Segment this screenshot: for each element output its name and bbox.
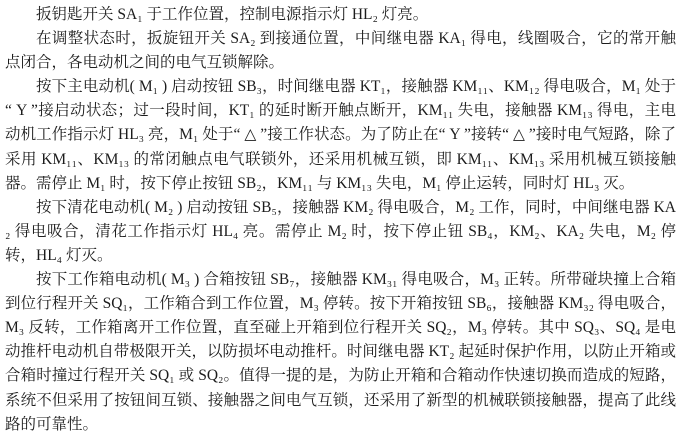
paragraph-cleaning-motor-start-stop: 按下清花电动机( M₂ ) 启动按钮 SB₅，接触器 KM₂ 得电吸合，M₂ 工作，同时，中间继电器 KA₂ 得电吸合，清花工作指示灯 HL₄ 亮。需停止 M₂ 时，按下停止钮 SB₄，KM₂、KA₂ 失电，M₂ 停转，HL₄ 灯灭。: [5, 198, 676, 264]
paragraph-main-motor-start-stop: 按下主电动机( M₁ ) 启动按钮 SB₃，时间继电器 KT₁，接触器 KM₁₁、KM₁₂ 得电吸合，M₁ 处于“ Y ”接启动状态；过一段时间，KT₁ 的延时断开触点断开，KM₁₁ 失电，接触器 KM₁₃ 得电，主电动机工作指示灯 HL₃ 亮，M₁ 处于“ △ ”接工作状态。为了防止在“ Y ”接转“ △ ”接时电气短路，除了采用 KM₁₁、KM₁₃ 的常闭触点电气联锁外，还采用机械互锁，即 KM₁₁、KM₁₃ 采用机械互锁接触器。需停止 M₁ 时，按下停止按钮 SB₂，KM₁₁ 与 KM₁₃ 失电，M₁ 停止运转，同时灯 HL₃ 灭。: [5, 78, 676, 192]
paragraph-workbox-motor-open-close: 按下工作箱电动机( M₃ ) 合箱按钮 SB₇，接触器 KM₃₁ 得电吸合，M₃ 正转。所带碰块撞上合箱到位行程开关 SQ₁，工作箱合到工作位置，M₃ 停转。按下开箱按钮 SB₆，接触器 KM₃₂ 得电吸合，M₃ 反转，工作箱离开工作位置，直至碰上开箱到位行程开关 SQ₂，M₃ 停转。其中 SQ₃、SQ₄ 是电动推杆电动机自带极限开关，以防损坏电动推杆。时间继电器 KT₂ 起延时保护作用，以防止开箱或合箱时撞过行程开关 SQ₁ 或 SQ₂。值得一提的是，为防止开箱和合箱动作快速切换而造成的短路，系统不但采用了按钮间互锁、接触器之间电气互锁，还采用了新型的机械联锁接触器，提高了此线路的可靠性。: [5, 271, 676, 433]
paragraph-adjust-mode-interlock: 在调整状态时，扳旋钮开关 SA₂ 到接通位置，中间继电器 KA₁ 得电，线圈吸合，它的常开触点闭合，各电动机之间的电气互锁解除。: [5, 30, 676, 72]
paragraph-key-switch: 扳钥匙开关 SA₁ 于工作位置，控制电源指示灯 HL₂ 灯亮。: [36, 6, 429, 23]
